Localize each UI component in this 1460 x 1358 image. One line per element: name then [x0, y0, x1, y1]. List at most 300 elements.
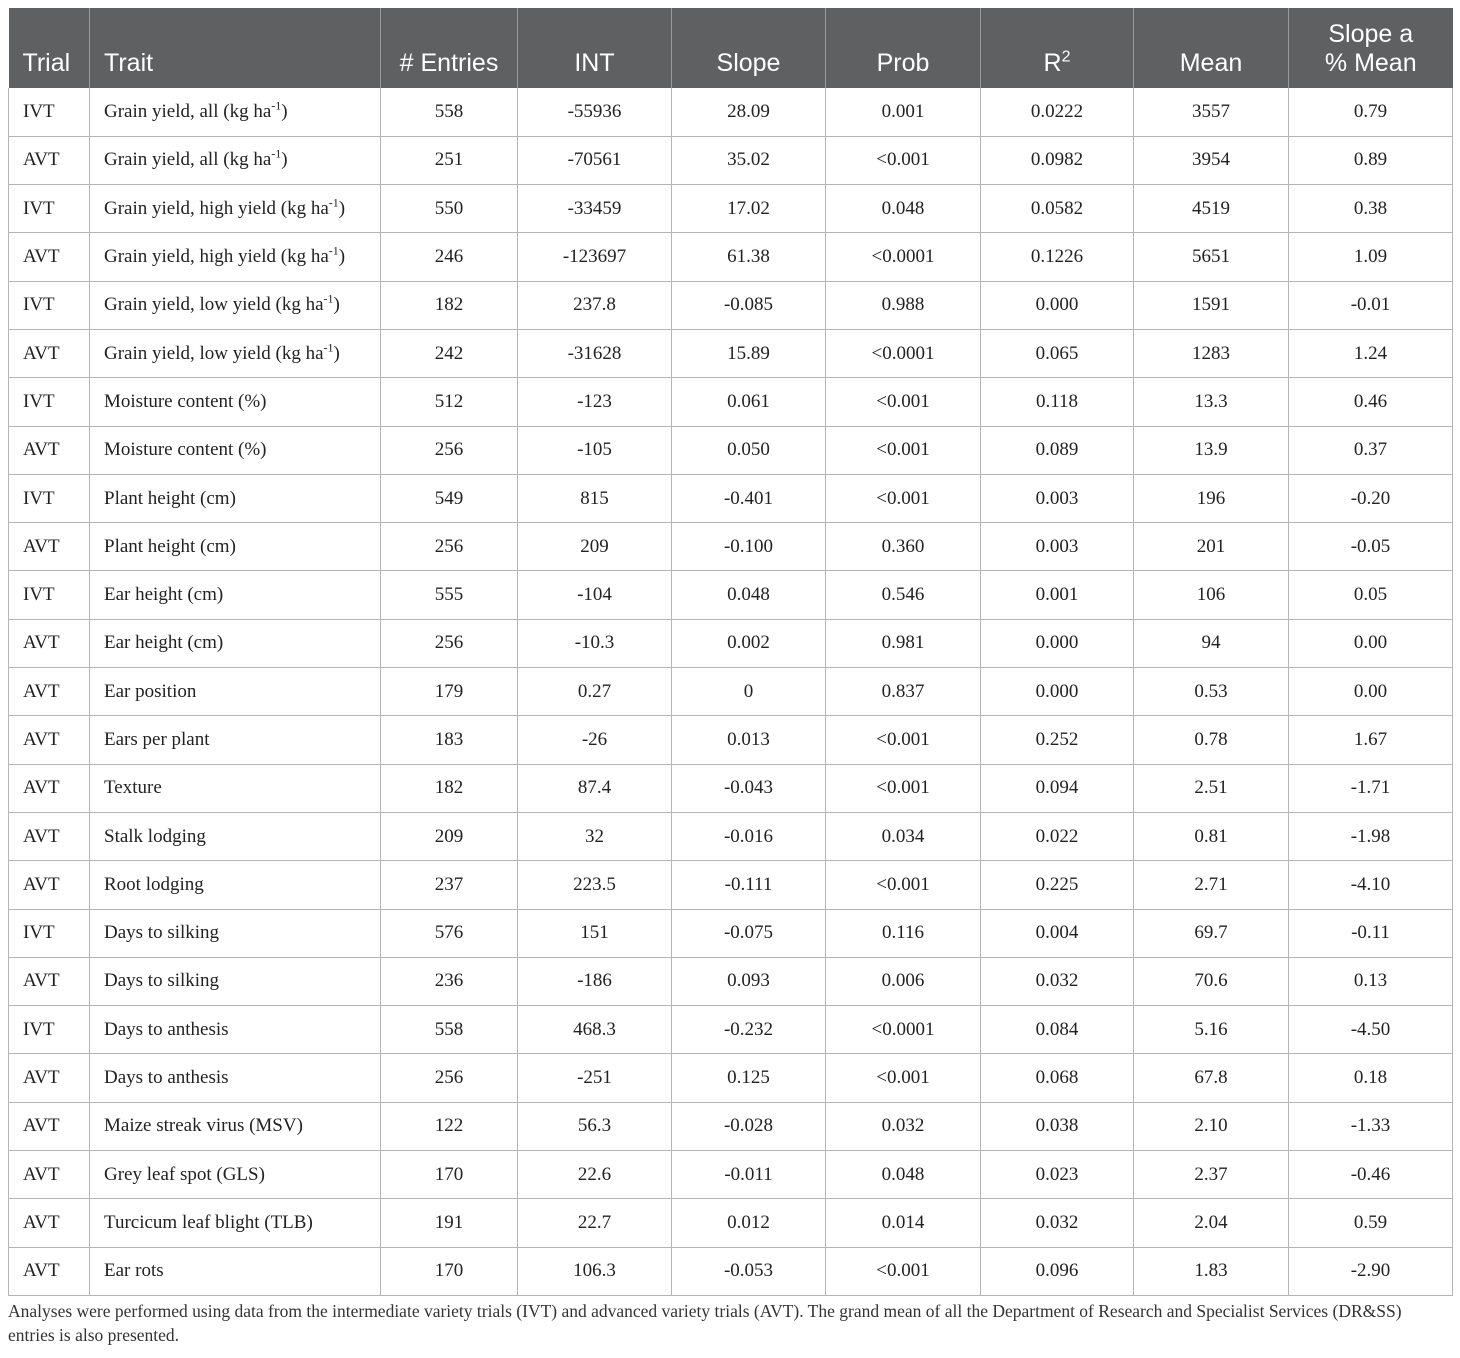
cell-mean: 201 [1134, 523, 1289, 571]
trait-text: Grain yield, high yield (kg ha [104, 197, 329, 219]
cell-int: 56.3 [518, 1102, 672, 1150]
cell-r2: 0.000 [981, 281, 1134, 329]
cell-int: -186 [518, 957, 672, 1005]
cell-trait [90, 474, 381, 522]
trait-text: Turcicum leaf blight (TLB) [104, 1211, 313, 1233]
trait-text: Grain yield, high yield (kg ha [104, 246, 329, 268]
trait-text: Ears per plant [104, 729, 210, 750]
cell-slope-pct-mean: -1.71 [1289, 764, 1453, 812]
cell-trial: AVT [9, 1151, 90, 1199]
table-row [9, 185, 1453, 233]
cell-prob: <0.001 [826, 1054, 981, 1102]
cell-trait [90, 957, 381, 1005]
table-row [9, 1247, 1453, 1295]
cell-slope-pct-mean: 1.24 [1289, 329, 1453, 377]
cell-trait [90, 909, 381, 957]
trait-text-end: ) [333, 294, 340, 316]
cell-prob: <0.001 [826, 861, 981, 909]
cell-trait [90, 1151, 381, 1199]
cell-slope-pct-mean: 0.00 [1289, 668, 1453, 716]
cell-trial: IVT [9, 378, 90, 426]
cell-int: 815 [518, 474, 672, 522]
table-footnote: Analyses were performed using data from the intermediate variety trials (IVT) and advanced variety trials (AVT). The grand mean of all the Department of Research and Specialist Services (DR&SS) entries is also presented. [8, 1300, 1402, 1345]
cell-trait [90, 619, 381, 667]
cell-trial: AVT [9, 1102, 90, 1150]
cell-trait [90, 426, 381, 474]
cell-entries: 256 [381, 1054, 518, 1102]
cell-slope: 61.38 [672, 233, 826, 281]
cell-slope: -0.075 [672, 909, 826, 957]
cell-int: -251 [518, 1054, 672, 1102]
cell-trial: IVT [9, 88, 90, 136]
cell-entries: 256 [381, 619, 518, 667]
cell-prob: 0.014 [826, 1199, 981, 1247]
cell-entries: 256 [381, 426, 518, 474]
table-row [9, 1102, 1453, 1150]
cell-prob: <0.001 [826, 716, 981, 764]
cell-prob: 0.546 [826, 571, 981, 619]
cell-mean: 196 [1134, 474, 1289, 522]
trait-text: Maize streak virus (MSV) [104, 1115, 303, 1137]
cell-prob: 0.001 [826, 88, 981, 136]
cell-trait [90, 523, 381, 571]
cell-r2: 0.096 [981, 1247, 1134, 1295]
cell-slope: 0.061 [672, 378, 826, 426]
cell-slope-pct-mean: 0.00 [1289, 619, 1453, 667]
trait-unit-superscript: -1 [271, 147, 282, 162]
cell-r2: 0.022 [981, 812, 1134, 860]
cell-r2: 0.094 [981, 764, 1134, 812]
cell-prob: <0.001 [826, 378, 981, 426]
trait-text: Stalk lodging [104, 825, 206, 847]
cell-trait [90, 764, 381, 812]
cell-mean: 2.51 [1134, 764, 1289, 812]
cell-slope-pct-mean: -0.05 [1289, 523, 1453, 571]
cell-slope-pct-mean: 0.79 [1289, 88, 1453, 136]
cell-trait [90, 716, 381, 764]
table-row [9, 619, 1453, 667]
cell-slope-pct-mean: 0.59 [1289, 1199, 1453, 1247]
cell-r2: 0.003 [981, 523, 1134, 571]
cell-mean: 67.8 [1134, 1054, 1289, 1102]
trait-unit-superscript: -1 [271, 98, 282, 113]
cell-int: -33459 [518, 185, 672, 233]
cell-entries: 209 [381, 812, 518, 860]
table-row [9, 1006, 1453, 1054]
trait-text: Root lodging [104, 873, 204, 895]
cell-slope: 15.89 [672, 329, 826, 377]
cell-prob: <0.001 [826, 764, 981, 812]
cell-slope-pct-mean: 0.46 [1289, 378, 1453, 426]
table-container [8, 8, 1452, 1347]
cell-trial: AVT [9, 1054, 90, 1102]
trait-unit-superscript: -1 [323, 340, 334, 355]
trait-text: Grain yield, low yield (kg ha [104, 342, 324, 364]
cell-r2: 0.003 [981, 474, 1134, 522]
cell-prob: <0.0001 [826, 329, 981, 377]
cell-int: -105 [518, 426, 672, 474]
cell-slope: 28.09 [672, 88, 826, 136]
cell-slope: -0.053 [672, 1247, 826, 1295]
cell-prob: <0.0001 [826, 1006, 981, 1054]
cell-entries: 558 [381, 88, 518, 136]
cell-trait [90, 329, 381, 377]
cell-mean: 0.78 [1134, 716, 1289, 764]
cell-prob: 0.116 [826, 909, 981, 957]
cell-trait [90, 136, 381, 184]
cell-entries: 122 [381, 1102, 518, 1150]
cell-trait [90, 378, 381, 426]
cell-prob: 0.048 [826, 185, 981, 233]
cell-int: -10.3 [518, 619, 672, 667]
cell-trait [90, 812, 381, 860]
cell-entries: 183 [381, 716, 518, 764]
cell-int: -31628 [518, 329, 672, 377]
cell-entries: 242 [381, 329, 518, 377]
cell-r2: 0.004 [981, 909, 1134, 957]
cell-trait [90, 281, 381, 329]
header-entries: # Entries [381, 8, 518, 88]
cell-mean: 5.16 [1134, 1006, 1289, 1054]
trait-text: Plant height (cm) [104, 535, 236, 557]
cell-r2: 0.0222 [981, 88, 1134, 136]
table-row [9, 1054, 1453, 1102]
cell-trial: IVT [9, 185, 90, 233]
header-slope: Slope [672, 8, 826, 88]
cell-int: 223.5 [518, 861, 672, 909]
trait-text: Ear rots [104, 1260, 164, 1282]
cell-mean: 0.81 [1134, 812, 1289, 860]
table-row [9, 426, 1453, 474]
cell-trial: AVT [9, 619, 90, 667]
trait-unit-superscript: -1 [328, 195, 339, 210]
cell-trial: AVT [9, 1199, 90, 1247]
cell-prob: 0.034 [826, 812, 981, 860]
cell-mean: 106 [1134, 571, 1289, 619]
cell-entries: 555 [381, 571, 518, 619]
header-slope-pct-mean [1289, 8, 1453, 88]
trait-text-end: ) [281, 149, 288, 171]
cell-r2: 0.000 [981, 668, 1134, 716]
cell-prob: 0.048 [826, 1151, 981, 1199]
cell-r2: 0.0982 [981, 136, 1134, 184]
cell-slope-pct-mean: 0.37 [1289, 426, 1453, 474]
cell-entries: 237 [381, 861, 518, 909]
cell-r2: 0.032 [981, 1199, 1134, 1247]
cell-trial: AVT [9, 668, 90, 716]
cell-int: -26 [518, 716, 672, 764]
cell-mean: 94 [1134, 619, 1289, 667]
cell-trial: AVT [9, 1247, 90, 1295]
cell-trait [90, 668, 381, 716]
cell-trait [90, 1054, 381, 1102]
cell-entries: 550 [381, 185, 518, 233]
cell-slope: 0.002 [672, 619, 826, 667]
cell-slope-pct-mean: 0.05 [1289, 571, 1453, 619]
table-row [9, 523, 1453, 571]
trait-text: Grey leaf spot (GLS) [104, 1163, 265, 1185]
cell-mean: 2.04 [1134, 1199, 1289, 1247]
trait-text-end: ) [333, 342, 340, 364]
cell-entries: 558 [381, 1006, 518, 1054]
cell-r2: 0.1226 [981, 233, 1134, 281]
cell-entries: 170 [381, 1247, 518, 1295]
cell-mean: 5651 [1134, 233, 1289, 281]
table-row [9, 909, 1453, 957]
cell-r2: 0.065 [981, 329, 1134, 377]
cell-slope-pct-mean: 0.89 [1289, 136, 1453, 184]
cell-entries: 549 [381, 474, 518, 522]
cell-int: 32 [518, 812, 672, 860]
table-body [9, 88, 1453, 1295]
cell-slope: -0.016 [672, 812, 826, 860]
cell-int: -70561 [518, 136, 672, 184]
header-r2 [981, 8, 1134, 88]
cell-prob: <0.001 [826, 426, 981, 474]
cell-trial: IVT [9, 571, 90, 619]
cell-int: -55936 [518, 88, 672, 136]
cell-slope-pct-mean: 0.13 [1289, 957, 1453, 1005]
cell-slope: 0.012 [672, 1199, 826, 1247]
trait-text: Plant height (cm) [104, 487, 236, 509]
cell-slope-pct-mean: -4.50 [1289, 1006, 1453, 1054]
cell-trial: IVT [9, 909, 90, 957]
cell-slope-pct-mean: 1.09 [1289, 233, 1453, 281]
trait-text-end: ) [338, 197, 346, 219]
table-row [9, 764, 1453, 812]
trait-text: Texture [104, 777, 162, 799]
cell-entries: 182 [381, 764, 518, 812]
cell-r2: 0.084 [981, 1006, 1134, 1054]
table-row [9, 378, 1453, 426]
cell-entries: 256 [381, 523, 518, 571]
cell-trial: AVT [9, 957, 90, 1005]
cell-slope: 0.125 [672, 1054, 826, 1102]
cell-r2: 0.252 [981, 716, 1134, 764]
trait-text: Grain yield, all (kg ha [104, 100, 272, 122]
cell-entries: 179 [381, 668, 518, 716]
cell-entries: 512 [381, 378, 518, 426]
table-row [9, 716, 1453, 764]
cell-int: 22.7 [518, 1199, 672, 1247]
header-trial: Trial [9, 8, 90, 88]
cell-slope-pct-mean: -4.10 [1289, 861, 1453, 909]
cell-entries: 182 [381, 281, 518, 329]
trait-text: Ear height (cm) [104, 584, 224, 606]
cell-trait [90, 571, 381, 619]
cell-entries: 236 [381, 957, 518, 1005]
cell-mean: 2.37 [1134, 1151, 1289, 1199]
trait-text: Moisture content (%) [104, 390, 267, 412]
cell-r2: 0.068 [981, 1054, 1134, 1102]
cell-slope-pct-mean: -0.01 [1289, 281, 1453, 329]
trait-text: Days to silking [104, 922, 220, 944]
cell-slope: 17.02 [672, 185, 826, 233]
cell-r2: 0.225 [981, 861, 1134, 909]
table-row [9, 1199, 1453, 1247]
cell-r2: 0.023 [981, 1151, 1134, 1199]
cell-int: -104 [518, 571, 672, 619]
cell-trial: AVT [9, 861, 90, 909]
cell-r2: 0.089 [981, 426, 1134, 474]
cell-trial: AVT [9, 136, 90, 184]
cell-trait [90, 1199, 381, 1247]
cell-mean: 70.6 [1134, 957, 1289, 1005]
cell-prob: 0.988 [826, 281, 981, 329]
cell-prob: 0.032 [826, 1102, 981, 1150]
trait-text: Grain yield, all (kg ha [104, 149, 272, 171]
cell-int: 0.27 [518, 668, 672, 716]
header-r2-superscript: 2 [1061, 48, 1071, 66]
cell-r2: 0.118 [981, 378, 1134, 426]
cell-prob: 0.360 [826, 523, 981, 571]
cell-entries: 576 [381, 909, 518, 957]
trait-text: Days to silking [104, 970, 220, 992]
trait-unit-superscript: -1 [323, 292, 334, 306]
cell-slope: 0.048 [672, 571, 826, 619]
cell-r2: 0.032 [981, 957, 1134, 1005]
cell-slope-pct-mean: 0.38 [1289, 185, 1453, 233]
cell-trial: AVT [9, 426, 90, 474]
cell-trait [90, 861, 381, 909]
cell-entries: 251 [381, 136, 518, 184]
trait-unit-superscript: -1 [328, 243, 339, 258]
cell-mean: 0.53 [1134, 668, 1289, 716]
header-int: INT [518, 8, 672, 88]
results-table [8, 8, 1453, 1296]
cell-trial: IVT [9, 474, 90, 522]
cell-slope-pct-mean: -2.90 [1289, 1247, 1453, 1295]
trait-text: Days to anthesis [104, 1067, 229, 1089]
cell-int: 209 [518, 523, 672, 571]
cell-slope: -0.232 [672, 1006, 826, 1054]
cell-mean: 2.71 [1134, 861, 1289, 909]
table-row [9, 1151, 1453, 1199]
table-row [9, 957, 1453, 1005]
trait-text: Moisture content (%) [104, 439, 267, 461]
cell-int: 22.6 [518, 1151, 672, 1199]
cell-slope-pct-mean: -1.33 [1289, 1102, 1453, 1150]
cell-mean: 4519 [1134, 185, 1289, 233]
cell-int: 237.8 [518, 281, 672, 329]
table-row [9, 861, 1453, 909]
header-r2-base: R [1043, 49, 1062, 77]
header-trait: Trait [90, 8, 381, 88]
cell-trial: AVT [9, 523, 90, 571]
header-row [9, 8, 1453, 88]
cell-trial: AVT [9, 329, 90, 377]
cell-slope: 0.050 [672, 426, 826, 474]
trait-text: Ear position [104, 680, 197, 702]
cell-slope-pct-mean: -0.46 [1289, 1151, 1453, 1199]
cell-mean: 69.7 [1134, 909, 1289, 957]
cell-mean: 3954 [1134, 136, 1289, 184]
cell-slope-pct-mean: -0.11 [1289, 909, 1453, 957]
cell-slope: -0.111 [672, 861, 826, 909]
cell-int: 151 [518, 909, 672, 957]
cell-mean: 1.83 [1134, 1247, 1289, 1295]
cell-slope-pct-mean: 1.67 [1289, 716, 1453, 764]
cell-prob: <0.001 [826, 474, 981, 522]
header-slope-pct-line1: Slope a [1328, 20, 1414, 48]
trait-text: Days to anthesis [104, 1018, 229, 1040]
cell-prob: 0.006 [826, 957, 981, 1005]
cell-trait [90, 1102, 381, 1150]
trait-text: Ear height (cm) [104, 632, 224, 654]
table-row [9, 474, 1453, 522]
cell-int: -123697 [518, 233, 672, 281]
cell-trait [90, 88, 381, 136]
table-row [9, 281, 1453, 329]
cell-trait [90, 233, 381, 281]
cell-trial: AVT [9, 812, 90, 860]
cell-trait [90, 1006, 381, 1054]
cell-slope: -0.100 [672, 523, 826, 571]
table-row [9, 668, 1453, 716]
trait-text-end: ) [338, 246, 346, 268]
cell-entries: 246 [381, 233, 518, 281]
table-row [9, 571, 1453, 619]
cell-int: 106.3 [518, 1247, 672, 1295]
cell-prob: <0.001 [826, 1247, 981, 1295]
cell-slope-pct-mean: -1.98 [1289, 812, 1453, 860]
cell-slope: 0.013 [672, 716, 826, 764]
cell-trial: AVT [9, 233, 90, 281]
cell-trait [90, 185, 381, 233]
cell-trial: AVT [9, 764, 90, 812]
cell-slope: -0.085 [672, 281, 826, 329]
cell-trait [90, 1247, 381, 1295]
cell-trial: IVT [9, 1006, 90, 1054]
cell-mean: 13.3 [1134, 378, 1289, 426]
cell-mean: 2.10 [1134, 1102, 1289, 1150]
cell-prob: 0.981 [826, 619, 981, 667]
cell-slope: -0.028 [672, 1102, 826, 1150]
table-row [9, 329, 1453, 377]
cell-slope: -0.043 [672, 764, 826, 812]
cell-r2: 0.038 [981, 1102, 1134, 1150]
cell-slope: -0.401 [672, 474, 826, 522]
header-slope-pct-line2: % Mean [1324, 49, 1417, 77]
cell-int: -123 [518, 378, 672, 426]
table-row [9, 812, 1453, 860]
cell-slope-pct-mean: -0.20 [1289, 474, 1453, 522]
cell-slope: 0 [672, 668, 826, 716]
cell-entries: 191 [381, 1199, 518, 1247]
cell-slope: -0.011 [672, 1151, 826, 1199]
trait-text: Grain yield, low yield (kg ha [104, 294, 324, 316]
cell-int: 468.3 [518, 1006, 672, 1054]
cell-r2: 0.0582 [981, 185, 1134, 233]
cell-entries: 170 [381, 1151, 518, 1199]
table-row [9, 233, 1453, 281]
cell-mean: 3557 [1134, 88, 1289, 136]
cell-mean: 1591 [1134, 281, 1289, 329]
cell-mean: 1283 [1134, 329, 1289, 377]
trait-text-end: ) [281, 100, 288, 122]
cell-slope: 35.02 [672, 136, 826, 184]
cell-mean: 13.9 [1134, 426, 1289, 474]
header-mean: Mean [1134, 8, 1289, 88]
table-row [9, 136, 1453, 184]
table-row [9, 88, 1453, 136]
header-prob: Prob [826, 8, 981, 88]
cell-prob: <0.0001 [826, 233, 981, 281]
cell-slope: 0.093 [672, 957, 826, 1005]
cell-trial: IVT [9, 281, 90, 329]
cell-trial: AVT [9, 716, 90, 764]
cell-r2: 0.001 [981, 571, 1134, 619]
